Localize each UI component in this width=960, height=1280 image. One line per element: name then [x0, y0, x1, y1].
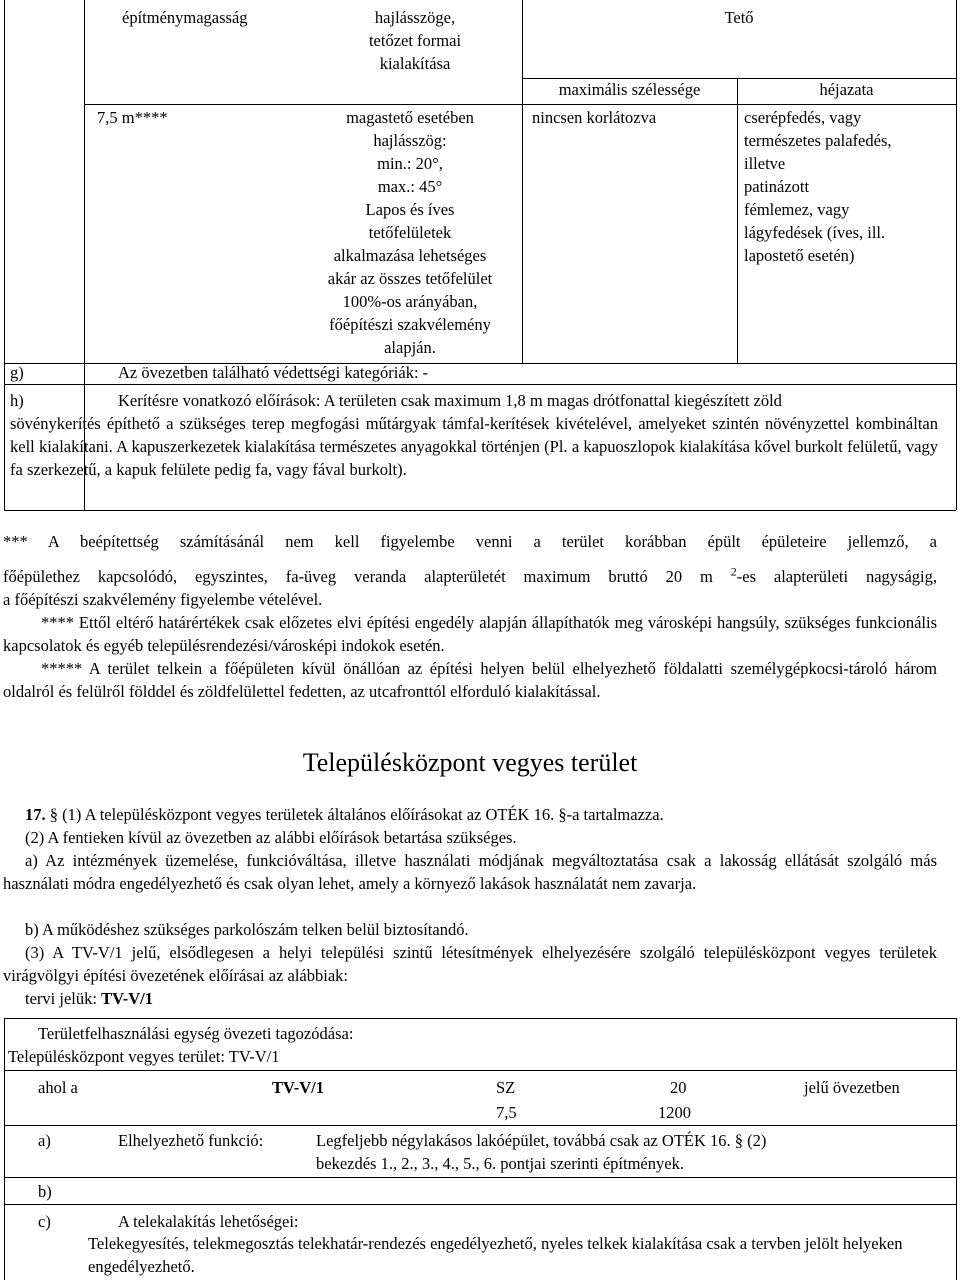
- cell-max-width: nincsen korlátozva: [532, 108, 657, 127]
- paragraph-3: (3) A TV-V/1 jelű, elsődlegesen a helyi települési szintű létesítmények elhelyezésére szolgáló településközpont vegyes területek virágvölgyi építési övezetének előírásai az alábbiak:: [3, 943, 937, 985]
- table-title-2: Településközpont vegyes terület: TV-V/1: [8, 1047, 280, 1066]
- cell-roof-pitch: magastető esetében hajlásszög: min.: 20°, max.: 45° Lapos és íves tetőfelületek alkalmazása lehetséges akár az összes tetőfelület 100%-os arányában, főépítészi szakvélemény alapján.: [327, 108, 493, 357]
- header-cover: héjazata: [819, 80, 874, 99]
- table-border: [737, 78, 738, 363]
- plan-code-label: tervi jelük:: [25, 989, 102, 1008]
- row-h-line1: Kerítésre vonatkozó előírások: A területen csak maximum 1,8 m magas drótfonattal kiegészített zöld: [118, 391, 782, 410]
- note-4: **** Ettől eltérő határértékek csak előzetes elvi építési engedély alapján állapíthatók meg városképi hangsúly, szükséges funkcionális kapcsolatok és egyéb településrendezési/városképi indokok esetén.: [3, 613, 937, 655]
- zone-value-20: 20: [670, 1078, 687, 1097]
- row-a-letter: a): [38, 1131, 51, 1150]
- table-border: [84, 104, 956, 105]
- row-c-letter: c): [38, 1212, 51, 1231]
- row-a-text: Legfeljebb négylakásos lakóépület, továbbá csak az OTÉK 16. § (2) bekezdés 1., 2., 3., 4., 5., 6. pontjai szerinti építmények.: [316, 1131, 767, 1173]
- table-border: [4, 1018, 956, 1019]
- header-max-width: maximális szélessége: [558, 80, 701, 99]
- zone-value-75: 7,5: [496, 1103, 517, 1122]
- note-3-line2: [3, 565, 937, 588]
- plan-code-value: TV-V/1: [101, 989, 154, 1008]
- plan-code: [25, 987, 153, 1010]
- zone-ahol: ahol a: [38, 1078, 78, 1097]
- zone-code: TV-V/1: [272, 1078, 324, 1097]
- note-5: ***** A terület telkein a főépületen kívül önállóan az építési helyen belül elhelyezhető földalatti személygépkocsi-tároló három oldalról és felülről földdel és zöldfelülettel fedetten, az utcafronttól elforduló kialakítással.: [3, 659, 937, 701]
- row-h-letter: h): [10, 391, 24, 410]
- header-height: építménymagasság: [122, 8, 248, 27]
- table-title-1: Területfelhasználási egység övezeti tagozódása:: [38, 1024, 354, 1043]
- row-b-letter: b): [38, 1182, 52, 1201]
- note-3-line3: a főépítészi szakvélemény figyelembe vételével.: [3, 590, 323, 609]
- row-g-text: Az övezetben található védettségi kategóriák: -: [118, 363, 429, 382]
- cell-height-value: 7,5 m****: [97, 108, 168, 127]
- note-3-text-b: -es alapterületi nagyságig,: [736, 567, 937, 586]
- paragraph-a: a) Az intézmények üzemelése, funkcióváltása, illetve használati módjának megváltoztatása csak a lakosság ellátását szolgáló más használati módra engedélyezhető és csak olyan lehet, amely a környező lakások használatát nem zavarja.: [3, 851, 937, 893]
- table-border: [522, 0, 523, 363]
- paragraph-2: (2) A fentieken kívül az övezetben az alábbi előírások betartása szükséges.: [25, 828, 517, 847]
- zone-sz: SZ: [496, 1078, 516, 1097]
- section-title: Településközpont vegyes terület: [302, 748, 638, 777]
- row-a-label: Elhelyezhető funkció:: [118, 1131, 264, 1150]
- table-border: [956, 1018, 957, 1280]
- row-c-label: A telekalakítás lehetőségei:: [118, 1212, 299, 1231]
- row-c-text: Telekegyesítés, telekmegosztás telekhatár-rendezés engedélyezhető, nyeles telkek kialakítása csak a tervben jelölt helyeken engedélyezhető.: [88, 1234, 903, 1276]
- paragraph-number: 17.: [25, 805, 46, 824]
- table-border: [4, 1177, 956, 1178]
- paragraph-17: [25, 803, 664, 826]
- cell-cover: cserépfedés, vagy természetes palafedés, illetve patinázott fémlemez, vagy lágyfedések (íves, ill. lapostető esetén): [744, 108, 892, 265]
- table-border: [4, 1204, 956, 1205]
- zone-jelu: jelű övezetben: [804, 1078, 900, 1097]
- row-h-rest: sövénykerítés építhető a szükséges terep megfogási műtárgyak támfal-kerítések kivételével, amelyeket szintén növényzettel kombináltan kell kialakítani. A kapuszerkezetek kialakítása természetes anyagokkal történjen (Pl. a kapuoszlopok kialakítása kővel burkolt felületű, vagy fa szerkezetű, a kapuk felülete pedig fa, vagy fával burkolt).: [10, 414, 938, 479]
- table-border: [4, 510, 956, 511]
- note-3-text-a: főépülethez kapcsolódó, egyszintes, fa-üveg veranda alapterületét maximum bruttó 20 m: [3, 567, 713, 586]
- row-g-letter: g): [10, 363, 24, 382]
- table-border: [4, 1070, 956, 1071]
- table-border: [4, 1018, 5, 1280]
- table-border: [4, 0, 5, 510]
- table-border: [956, 0, 957, 510]
- header-roof: Tető: [724, 8, 754, 27]
- paragraph-17-text: § (1) A településközpont vegyes területek általános előírásokat az OTÉK 16. §-a tartalmazza.: [49, 805, 664, 824]
- note-3-line1: *** A beépítettség számításánál nem kell figyelembe venni a terület korábban épült épületeire jellemző, a: [3, 532, 937, 551]
- note-3-superscript: 2: [730, 564, 737, 579]
- table-border: [4, 384, 956, 385]
- zone-value-1200: 1200: [658, 1103, 691, 1122]
- table-border: [4, 1125, 956, 1126]
- paragraph-b: b) A működéshez szükséges parkolószám telken belül biztosítandó.: [25, 920, 469, 939]
- header-roof-pitch: hajlásszöge, tetőzet formai kialakítása: [368, 8, 462, 73]
